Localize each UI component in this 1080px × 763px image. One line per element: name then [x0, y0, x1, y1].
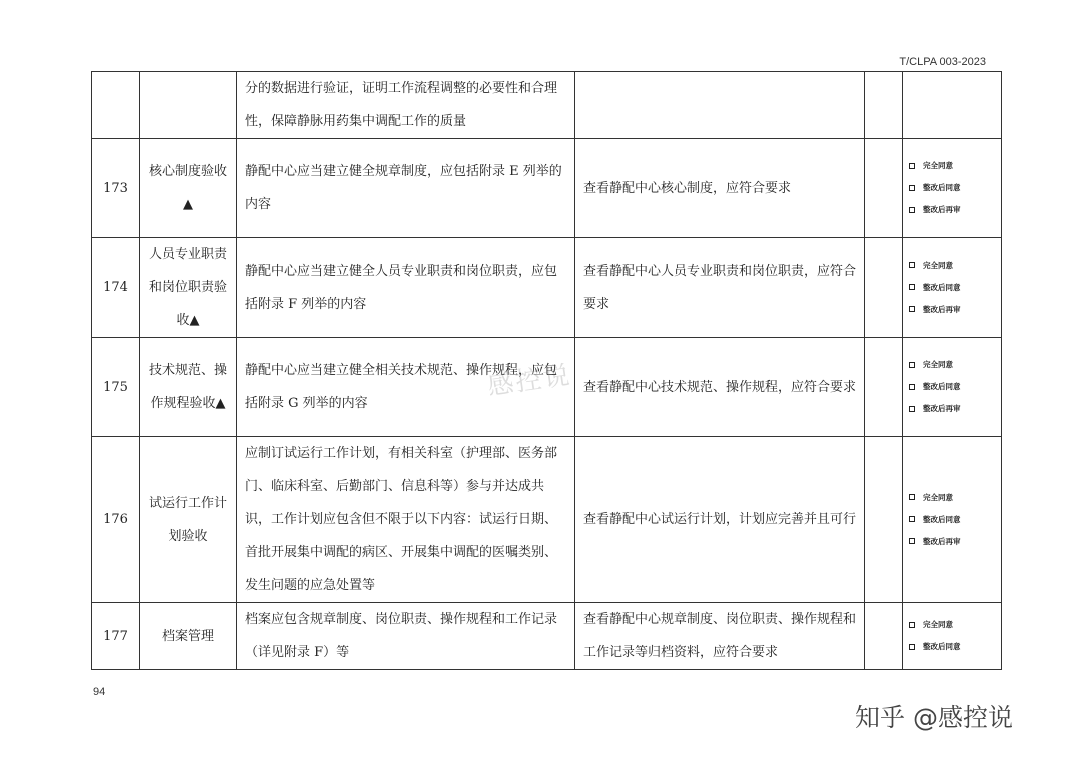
approval-options — [903, 139, 1002, 238]
check-method-text: 查看静配中心核心制度，应符合要求 — [575, 139, 865, 238]
page-number: 94 — [93, 686, 106, 698]
approval-option[interactable] — [909, 160, 1001, 171]
item-name: 试运行工作计划验收 — [140, 437, 237, 603]
checkbox-icon[interactable] — [909, 494, 915, 500]
requirement-text: 分的数据进行验证，证明工作流程调整的必要性和合理性，保障静脉用药集中调配工作的质量 — [237, 72, 575, 139]
check-method-text: 查看静配中心技术规范、操作规程，应符合要求 — [575, 338, 865, 437]
approval-option[interactable] — [909, 619, 1001, 630]
requirement-text: 应制订试运行工作计划，有相关科室（护理部、医务部门、临床科室、后勤部门、信息科等）参与并达成共识，工作计划应包含但不限于以下内容：试运行日期、首批开展集中调配的病区、开展集中调配的医嘱类别、发生问题的应急处置等 — [237, 437, 575, 603]
approval-option-label: 完全同意 — [923, 620, 953, 629]
approval-option-label: 整改后同意 — [923, 183, 961, 192]
blank-cell — [865, 603, 903, 670]
item-number: 174 — [92, 238, 140, 338]
approval-option-label: 整改后同意 — [923, 382, 961, 391]
approval-option-label: 整改后再审 — [923, 205, 961, 214]
table-row — [92, 603, 1002, 670]
approval-option[interactable] — [909, 514, 1001, 525]
approval-options — [903, 72, 1002, 139]
table-row — [92, 72, 1002, 139]
item-number: 175 — [92, 338, 140, 437]
checkbox-icon[interactable] — [909, 538, 915, 544]
item-number: 177 — [92, 603, 140, 670]
approval-option-label: 整改后再审 — [923, 536, 961, 546]
requirement-text: 静配中心应当建立健全相关技术规范、操作规程，应包括附录 G 列举的内容 — [237, 338, 575, 437]
check-method-text: 查看静配中心试运行计划，计划应完善并且可行 — [575, 437, 865, 603]
document-code: T/CLPA 003-2023 — [899, 56, 986, 68]
requirement-text: 静配中心应当建立健全人员专业职责和岗位职责，应包括附录 F 列举的内容 — [237, 238, 575, 338]
checkbox-icon[interactable] — [909, 306, 915, 312]
blank-cell — [865, 437, 903, 603]
approval-options — [903, 437, 1002, 603]
checkbox-icon[interactable] — [909, 516, 915, 522]
approval-option-label: 整改后再审 — [923, 304, 961, 314]
item-name: 人员专业职责和岗位职责验收▲ — [140, 238, 237, 338]
item-name: 档案管理 — [140, 603, 237, 670]
approval-option-label: 完全同意 — [923, 492, 953, 502]
checkbox-icon[interactable] — [909, 185, 915, 191]
item-name: 技术规范、操作规程验收▲ — [140, 338, 237, 437]
approval-option-label: 完全同意 — [923, 360, 953, 369]
approval-options — [903, 338, 1002, 437]
approval-options — [903, 238, 1002, 338]
check-method-text: 查看静配中心规章制度、岗位职责、操作规程和工作记录等归档资料，应符合要求 — [575, 603, 865, 670]
item-number — [92, 72, 140, 139]
approval-option[interactable] — [909, 492, 1001, 503]
approval-option[interactable] — [909, 182, 1001, 193]
approval-option[interactable] — [909, 204, 1001, 215]
checkbox-icon[interactable] — [909, 406, 915, 412]
watermark-bottom: 知乎 @感控说 — [855, 703, 1013, 732]
approval-option-label: 完全同意 — [923, 161, 953, 170]
checkbox-icon[interactable] — [909, 362, 915, 368]
approval-options — [903, 603, 1002, 670]
approval-option[interactable] — [909, 359, 1001, 370]
blank-cell — [865, 139, 903, 238]
approval-option-label: 整改后同意 — [923, 514, 961, 524]
checkbox-icon[interactable] — [909, 163, 915, 169]
approval-option[interactable] — [909, 304, 1001, 315]
table-row — [92, 139, 1002, 238]
requirement-text: 静配中心应当建立健全规章制度，应包括附录 E 列举的内容 — [237, 139, 575, 238]
item-name: 核心制度验收▲ — [140, 139, 237, 238]
checkbox-icon[interactable] — [909, 262, 915, 268]
approval-option[interactable] — [909, 260, 1001, 271]
table-row — [92, 238, 1002, 338]
approval-option[interactable] — [909, 536, 1001, 547]
approval-option[interactable] — [909, 403, 1001, 414]
table-row — [92, 437, 1002, 603]
item-number: 176 — [92, 437, 140, 603]
blank-cell — [865, 338, 903, 437]
checkbox-icon[interactable] — [909, 384, 915, 390]
approval-option-label: 整改后再审 — [923, 404, 961, 413]
checkbox-icon[interactable] — [909, 207, 915, 213]
checkbox-icon[interactable] — [909, 284, 915, 290]
approval-option-label: 整改后同意 — [923, 642, 961, 651]
blank-cell — [865, 238, 903, 338]
approval-option-label: 完全同意 — [923, 260, 953, 270]
item-number: 173 — [92, 139, 140, 238]
approval-option-label: 整改后同意 — [923, 282, 961, 292]
check-method-text — [575, 72, 865, 139]
blank-cell — [865, 72, 903, 139]
approval-option[interactable] — [909, 641, 1001, 652]
approval-option[interactable] — [909, 381, 1001, 392]
watermark-middle: 感控说 — [485, 360, 574, 402]
checkbox-icon[interactable] — [909, 622, 915, 628]
approval-option[interactable] — [909, 282, 1001, 293]
checkbox-icon[interactable] — [909, 644, 915, 650]
requirement-text: 档案应包含规章制度、岗位职责、操作规程和工作记录（详见附录 F）等 — [237, 603, 575, 670]
item-name — [140, 72, 237, 139]
check-method-text: 查看静配中心人员专业职责和岗位职责，应符合要求 — [575, 238, 865, 338]
